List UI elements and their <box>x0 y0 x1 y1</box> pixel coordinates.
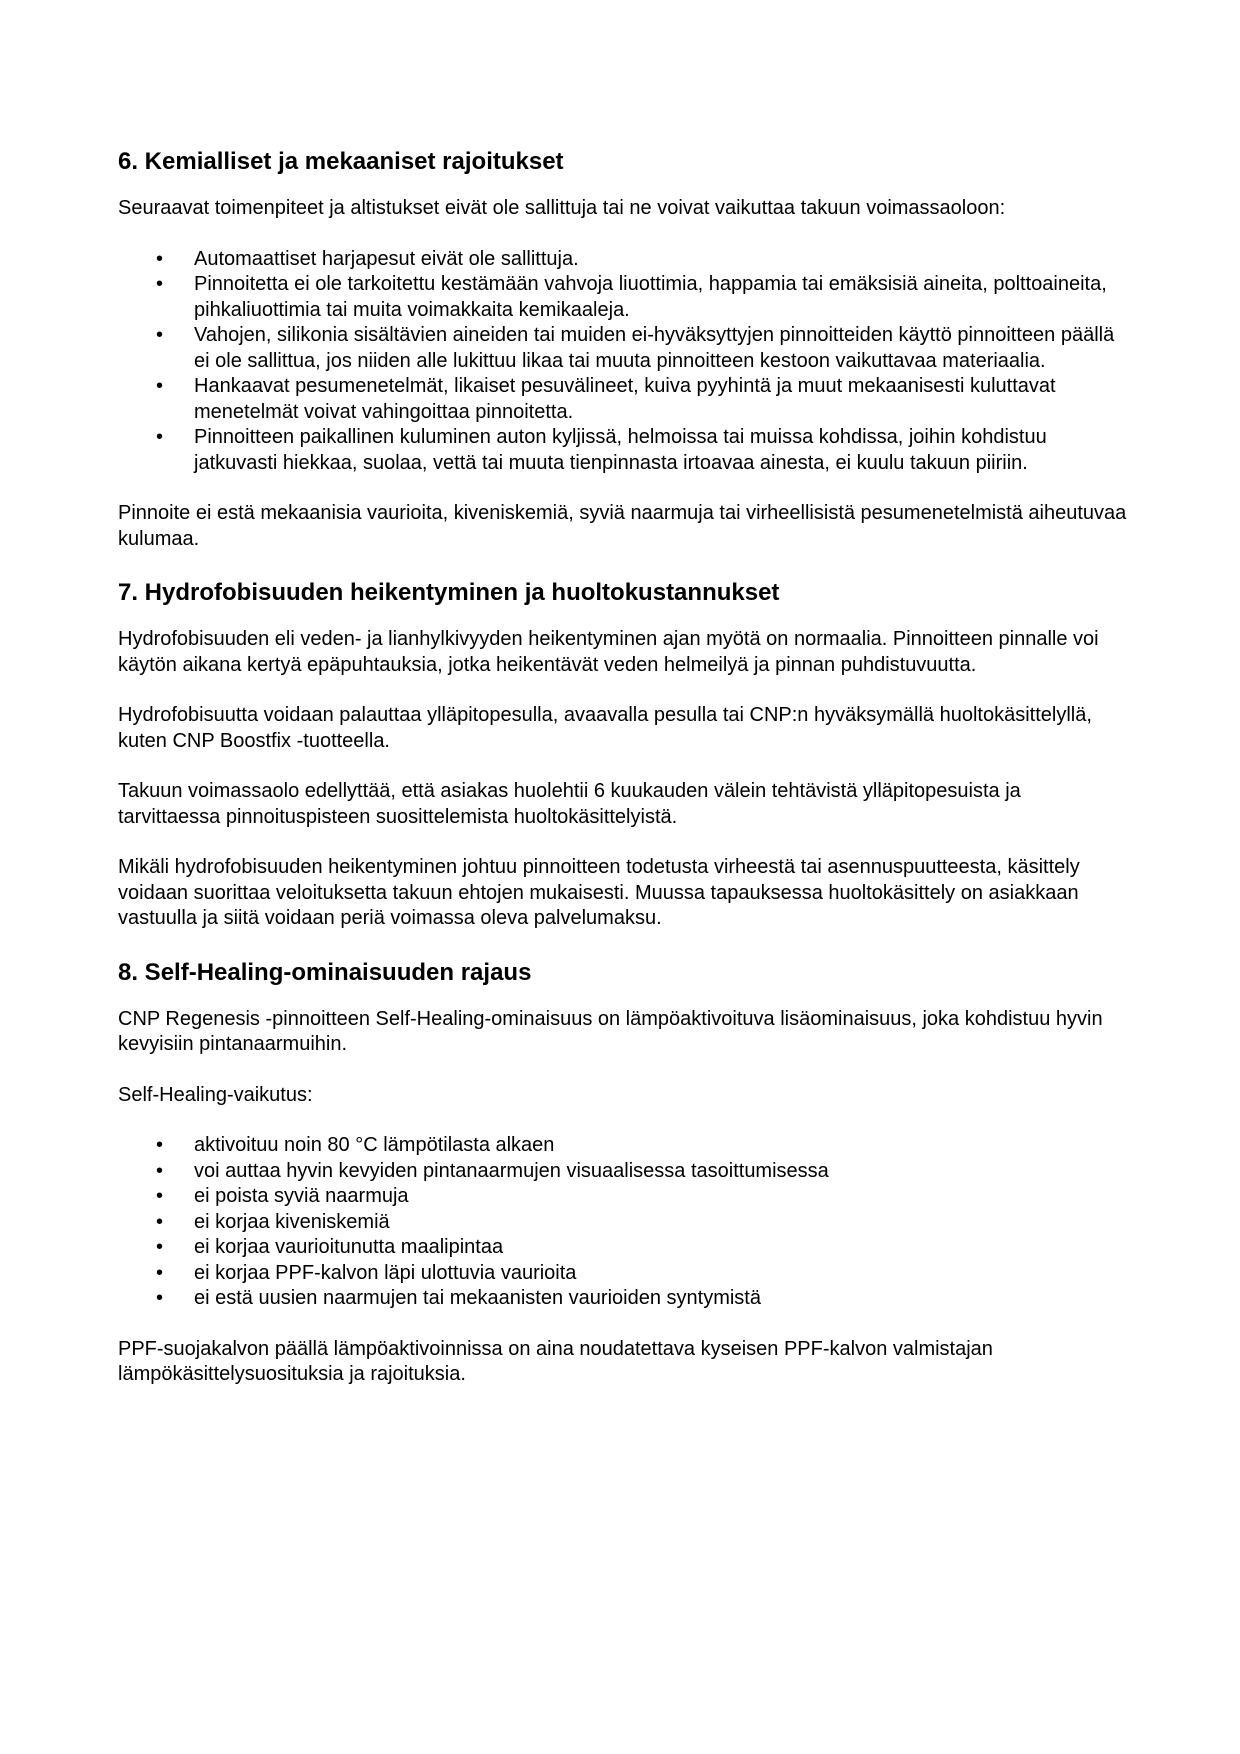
bullet-icon: • <box>156 273 164 295</box>
section-heading: 8. Self-Healing-ominaisuuden rajaus <box>118 958 532 986</box>
list-item: • Vahojen, silikonia sisältävien aineiden tai muiden ei-hyväksyttyjen pinnoitteiden käyttö pinnoitteen päällä ei ole sallittua, jos niiden alle lukittuu likaa tai muuta pinnoitteen kestoon vaikuttavaa materiaalia. <box>156 324 1115 372</box>
list-item: • Pinnoitteen paikallinen kuluminen auton kyljissä, helmoissa tai muissa kohdissa, joihin kohdistuu jatkuvasti hiekkaa, suolaa, vettä tai muuta tienpinnasta irtoavaa ainesta, ei kuulu takuun piiriin. <box>156 426 1047 474</box>
paragraph: Hydrofobisuutta voidaan palauttaa ylläpitopesulla, avaavalla pesulla tai CNP:n hyväksymällä huoltokäsittelyllä, kuten CNP Boostfix -tuotteella. <box>118 704 1092 752</box>
list-item: • ei korjaa kiveniskemiä <box>118 1210 1128 1236</box>
bullet-icon: • <box>156 247 164 270</box>
list-item: • ei estä uusien naarmujen tai mekaanisten vaurioiden syntymistä <box>118 1286 1128 1312</box>
list-item: • ei korjaa vaurioitunutta maalipintaa <box>118 1235 1128 1261</box>
section-outro: PPF-suojakalvon päällä lämpöaktivoinnissa on aina noudatettava kyseisen PPF-kalvon valmistajan lämpökäsittelysuosituksia ja rajoituksia. <box>118 1337 993 1385</box>
bullet-icon: • <box>156 1210 164 1233</box>
bullet-icon: • <box>156 1261 164 1284</box>
section-heading: 7. Hydrofobisuuden heikentyminen ja huoltokustannukset <box>118 579 780 606</box>
section-6 <box>118 146 1128 552</box>
list-item: • Automaattiset harjapesut eivät ole sallittuja. <box>118 247 1128 273</box>
bullet-icon: • <box>156 1287 164 1309</box>
list-item: • ei poista syviä naarmuja <box>118 1184 1128 1210</box>
bullet-icon: • <box>156 1159 164 1182</box>
list-item: • voi auttaa hyvin kevyiden pintanaarmujen visuaalisessa tasoittumisessa <box>118 1159 1128 1185</box>
list-item: • aktivoituu noin 80 °C lämpötilasta alkaen <box>118 1133 1128 1159</box>
section-8 <box>118 957 1128 1388</box>
bullet-icon: • <box>156 324 164 346</box>
bullet-icon: • <box>156 1134 164 1156</box>
list-item: • Hankaavat pesumenetelmät, likaiset pesuvälineet, kuiva pyyhintä ja muut mekaanisesti kuluttavat menetelmät voivat vahingoittaa pinnoitetta. <box>156 375 1056 423</box>
list-item: • ei korjaa PPF-kalvon läpi ulottuvia vaurioita <box>118 1261 1128 1287</box>
section-heading: 6. Kemialliset ja mekaaniset rajoitukset <box>118 148 564 175</box>
list-item: • Pinnoitetta ei ole tarkoitettu kestämään vahvoja liuottimia, happamia tai emäksisiä aineita, polttoaineita, pihkaliuottimia tai muita voimakkaita kemikaaleja. <box>156 273 1107 321</box>
sublabel: Self-Healing-vaikutus: <box>118 1083 313 1106</box>
bullet-icon: • <box>156 1236 164 1258</box>
bullet-icon: • <box>156 426 164 448</box>
section-intro: Seuraavat toimenpiteet ja altistukset eivät ole sallittuja tai ne voivat vaikuttaa takuun voimassaoloon: <box>118 197 1006 219</box>
section-intro: CNP Regenesis -pinnoitteen Self-Healing-ominaisuus on lämpöaktivoituva lisäominaisuus, joka kohdistuu hyvin kevyisiin pintanaarmuihin. <box>118 1007 1103 1055</box>
section-7 <box>118 577 1128 932</box>
paragraph: Takuun voimassaolo edellyttää, että asiakas huolehtii 6 kuukauden välein tehtävistä ylläpitopesuista ja tarvittaessa pinnoituspisteen suosittelemista huoltokäsittelyistä. <box>118 780 1021 828</box>
section-outro: Pinnoite ei estä mekaanisia vaurioita, kiveniskemiä, syviä naarmuja tai virheellisistä pesumenetelmistä aiheutuvaa kulumaa. <box>118 502 1127 550</box>
document-page <box>118 130 1128 1413</box>
bullet-list <box>118 1133 1128 1312</box>
bullet-icon: • <box>156 375 164 397</box>
paragraph: Hydrofobisuuden eli veden- ja lianhylkivyyden heikentyminen ajan myötä on normaalia. Pinnoitteen pinnalle voi käytön aikana kertyä epäpuhtauksia, jotka heikentävät veden helmeilyä ja pinnan puhdistuvuutta. <box>118 628 1099 676</box>
bullet-icon: • <box>156 1185 164 1207</box>
paragraph: Mikäli hydrofobisuuden heikentyminen johtuu pinnoitteen todetusta virheestä tai asennuspuutteesta, käsittely voidaan suorittaa veloituksetta takuun ehtojen mukaisesti. Muussa tapauksessa huoltokäsittely on asiakkaan vastuulla ja siitä voidaan periä voimassa oleva palvelumaksu. <box>118 856 1080 929</box>
bullet-list <box>118 247 1128 477</box>
